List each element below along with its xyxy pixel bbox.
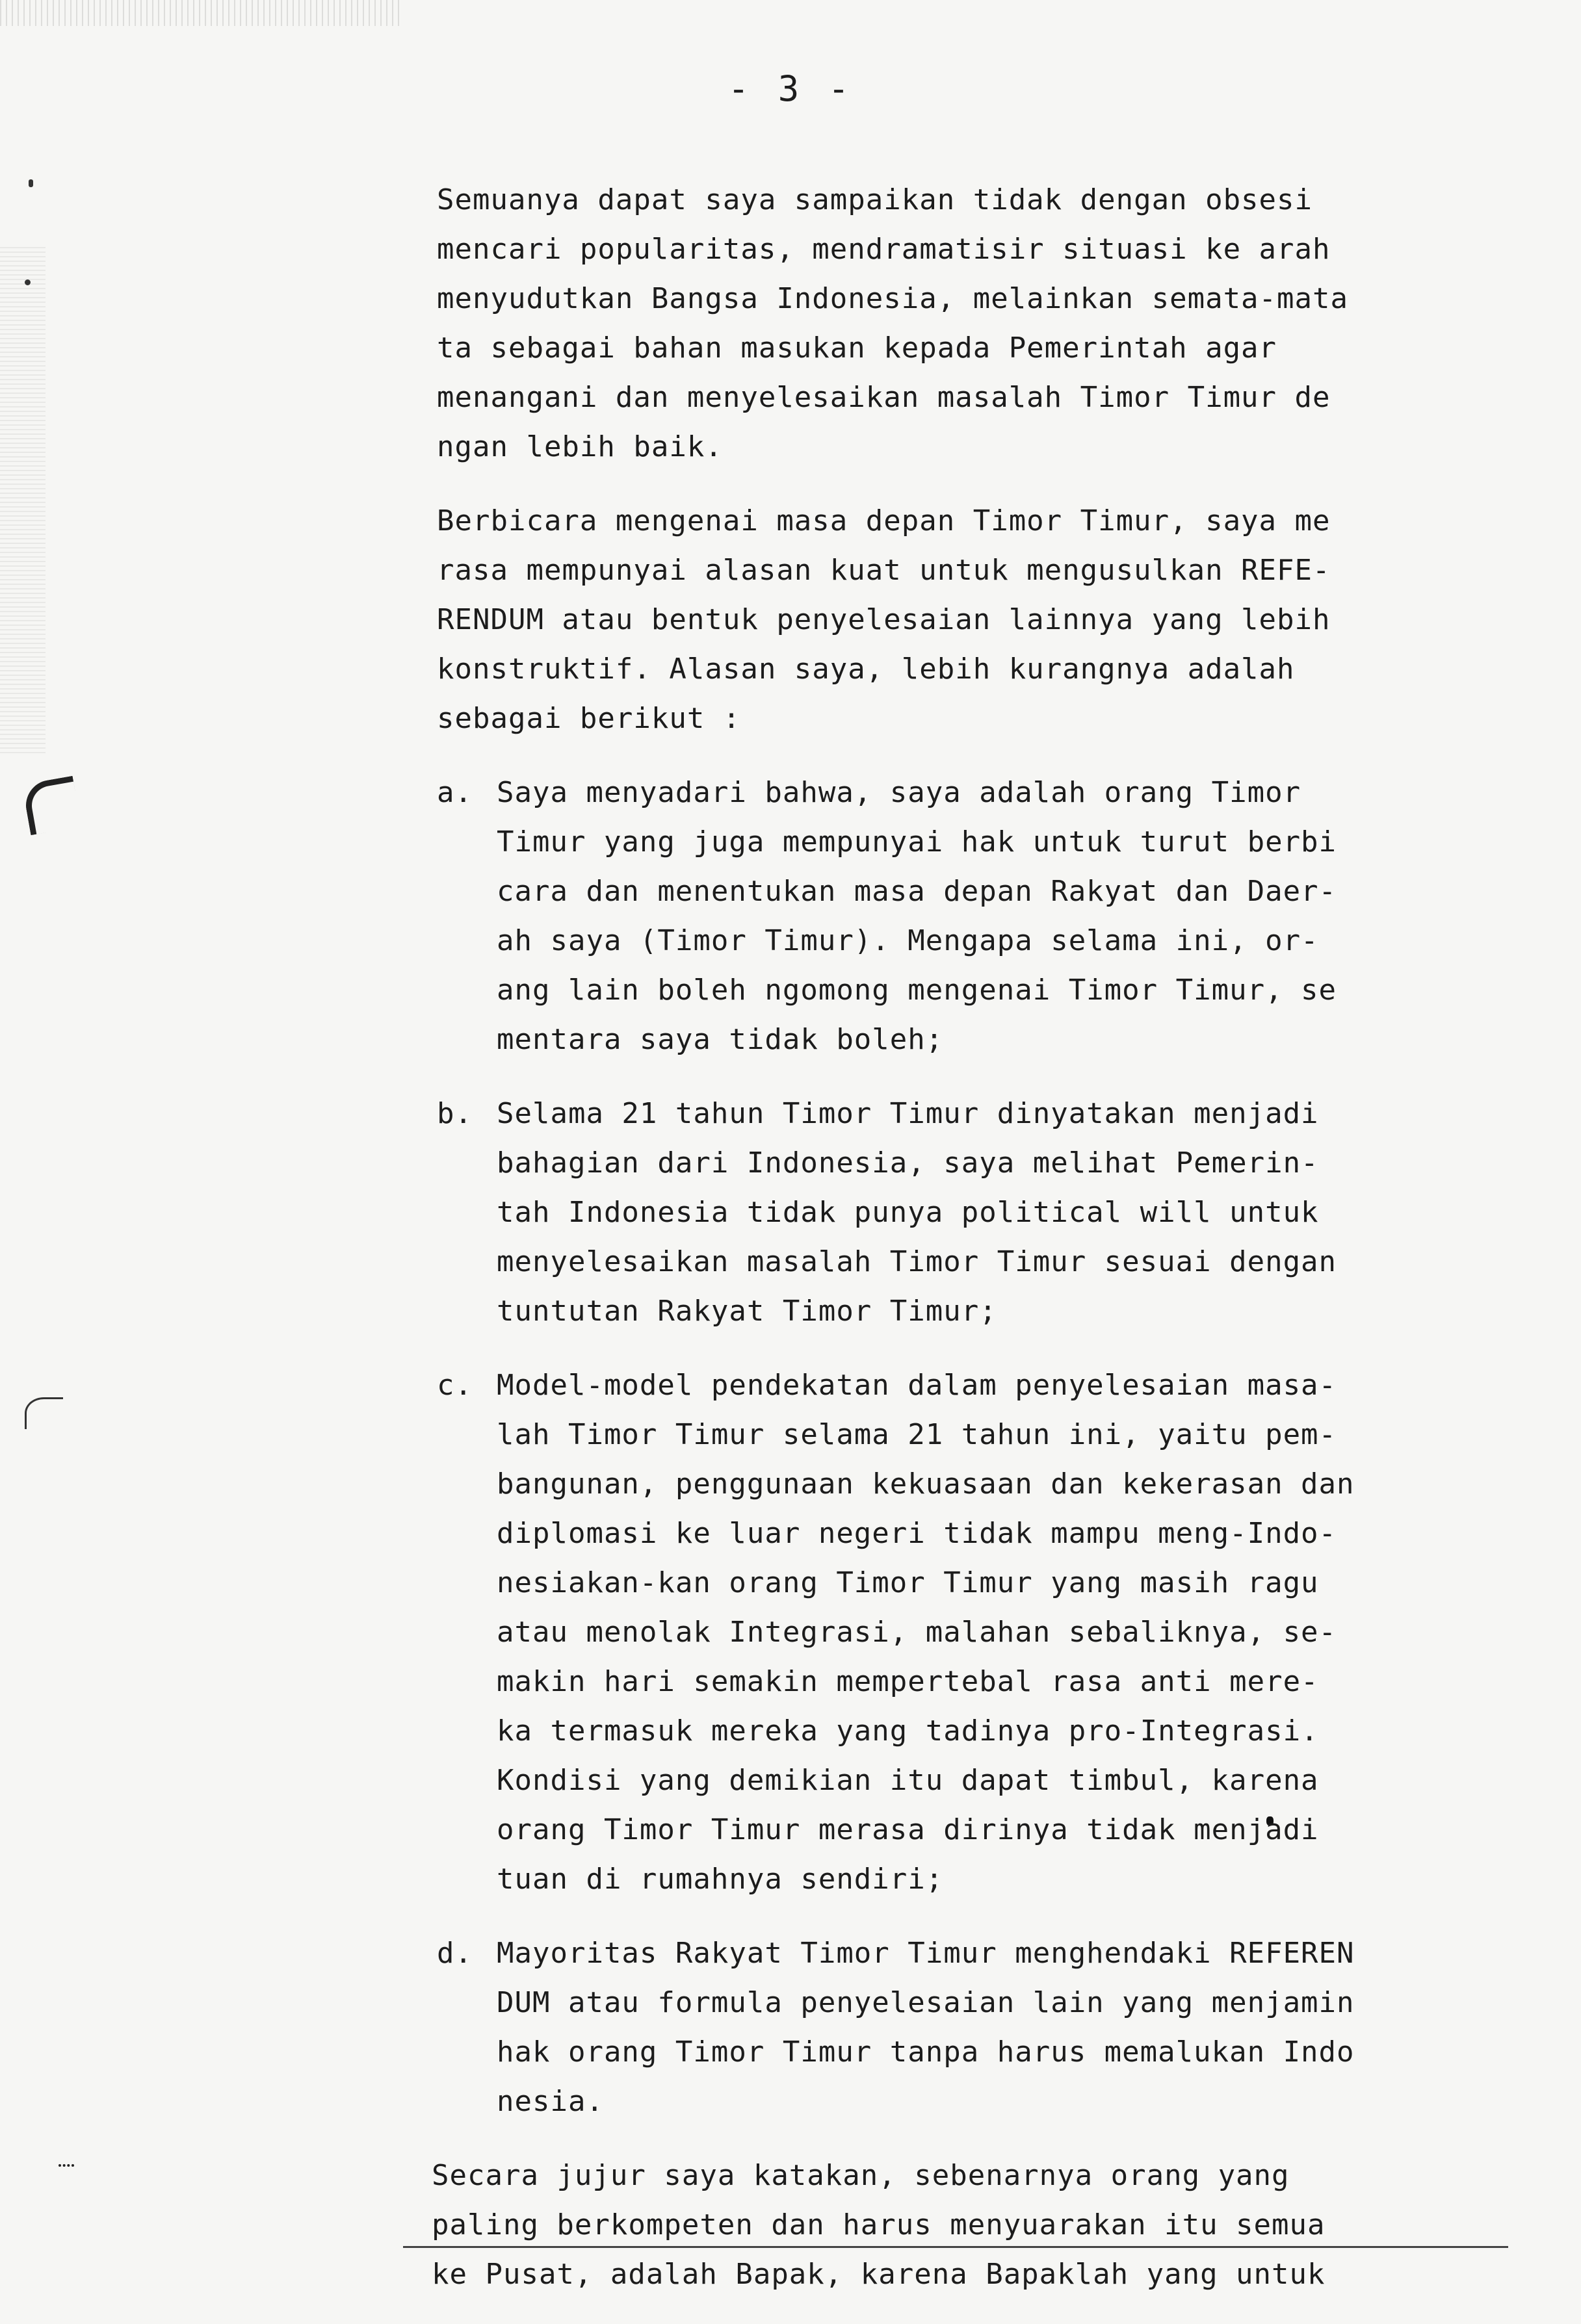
- scan-noise-left-edge: [0, 247, 46, 754]
- list-item-text: [497, 1089, 1438, 1336]
- margin-dot-mark: [25, 279, 31, 285]
- list-item-marker: d.: [437, 1937, 473, 1970]
- text-line: ka termasuk mereka yang tadinya pro-Integrasi.: [497, 1714, 1319, 1748]
- text-line: ke Pusat, adalah Bapak, karena Bapaklah yang untuk: [432, 2258, 1326, 2291]
- text-line: Model-model pendekatan dalam penyelesaian masa-: [497, 1369, 1337, 1402]
- text-line: diplomasi ke luar negeri tidak mampu meng-Indo-: [497, 1517, 1337, 1550]
- text-line: hak orang Timor Timur tanpa harus memalukan Indo: [497, 2035, 1355, 2069]
- page-number: - 3 -: [727, 68, 854, 109]
- text-line: cara dan menentukan masa depan Rakyat dan Daer-: [497, 875, 1337, 908]
- list-item-d: [437, 1929, 1438, 2126]
- text-line: Mayoritas Rakyat Timor Timur menghendaki REFEREN: [497, 1937, 1355, 1970]
- text-line: mentara saya tidak boleh;: [497, 1023, 944, 1056]
- text-line: ta sebagai bahan masukan kepada Pemerintah agar: [437, 331, 1277, 365]
- text-line: Selama 21 tahun Timor Timur dinyatakan menjadi: [497, 1097, 1319, 1130]
- text-line: Semuanya dapat saya sampaikan tidak dengan obsesi: [437, 183, 1313, 216]
- text-line: ang lain boleh ngomong mengenai Timor Timur, se: [497, 974, 1337, 1007]
- margin-arc-mark: [22, 776, 82, 836]
- text-line: mencari popularitas, mendramatisir situasi ke arah: [437, 233, 1331, 266]
- paragraph-intro: [437, 175, 1438, 472]
- text-line: DUM atau formula penyelesaian lain yang menjamin: [497, 1986, 1355, 2019]
- margin-dot-mark: [29, 179, 33, 187]
- text-line: rasa mempunyai alasan kuat untuk mengusulkan REFE-: [437, 554, 1331, 587]
- list-item-marker: b.: [437, 1097, 473, 1130]
- list-item-a: [437, 768, 1438, 1065]
- list-item-marker: a.: [437, 776, 473, 809]
- text-line: konstruktif. Alasan saya, lebih kurangnya adalah: [437, 652, 1295, 686]
- text-line: orang Timor Timur merasa dirinya tidak menjadi: [497, 1813, 1319, 1846]
- list-item-text: [497, 1361, 1438, 1904]
- body-text: [432, 175, 1438, 2324]
- text-line: RENDUM atau bentuk penyelesaian lainnya yang lebih: [437, 603, 1331, 636]
- page-bottom-rule: [403, 2246, 1508, 2248]
- paragraph-closing: [432, 2151, 1438, 2299]
- text-line: paling berkompeten dan harus menyuarakan itu semua: [432, 2208, 1326, 2241]
- text-line: lah Timor Timur selama 21 tahun ini, yaitu pem-: [497, 1418, 1337, 1451]
- margin-arc-mark: [25, 1397, 63, 1429]
- text-line: menyudutkan Bangsa Indonesia, melainkan semata-mata: [437, 282, 1349, 315]
- list-item-text: [497, 1929, 1438, 2126]
- text-line: bahagian dari Indonesia, saya melihat Pemerin-: [497, 1146, 1319, 1180]
- text-line: bangunan, penggunaan kekuasaan dan kekerasan dan: [497, 1467, 1355, 1501]
- text-line: atau menolak Integrasi, malahan sebaliknya, se-: [497, 1616, 1337, 1649]
- text-line: ah saya (Timor Timur). Mengapa selama ini, or-: [497, 924, 1319, 957]
- text-line: ngan lebih baik.: [437, 430, 723, 463]
- list-item-b: [437, 1089, 1438, 1336]
- text-line: Saya menyadari bahwa, saya adalah orang Timor: [497, 776, 1301, 809]
- paragraph-referendum: [437, 497, 1438, 743]
- list-item-marker: c.: [437, 1369, 473, 1402]
- text-line: Berbicara mengenai masa depan Timor Timur, saya me: [437, 504, 1331, 537]
- text-line: tah Indonesia tidak punya political will untuk: [497, 1196, 1319, 1229]
- list-item-c: [437, 1361, 1438, 1904]
- text-line: makin hari semakin mempertebal rasa anti mere-: [497, 1665, 1319, 1698]
- text-line: nesiakan-kan orang Timor Timur yang masih ragu: [497, 1566, 1319, 1599]
- text-line: nesia.: [497, 2085, 604, 2118]
- margin-dot-mark: [59, 2164, 74, 2172]
- text-line: tuan di rumahnya sendiri;: [497, 1863, 944, 1896]
- text-line: sebagai berikut :: [437, 702, 741, 735]
- scan-noise-top: [0, 0, 403, 26]
- text-line: tuntutan Rakyat Timor Timur;: [497, 1295, 997, 1328]
- text-line: Secara jujur saya katakan, sebenarnya orang yang: [432, 2159, 1290, 2192]
- text-line: Kondisi yang demikian itu dapat timbul, karena: [497, 1764, 1319, 1797]
- text-line: Timur yang juga mempunyai hak untuk turut berbi: [497, 825, 1337, 859]
- list-item-text: [497, 768, 1438, 1065]
- text-line: menangani dan menyelesaikan masalah Timor Timur de: [437, 381, 1331, 414]
- text-line: menyelesaikan masalah Timor Timur sesuai dengan: [497, 1245, 1337, 1278]
